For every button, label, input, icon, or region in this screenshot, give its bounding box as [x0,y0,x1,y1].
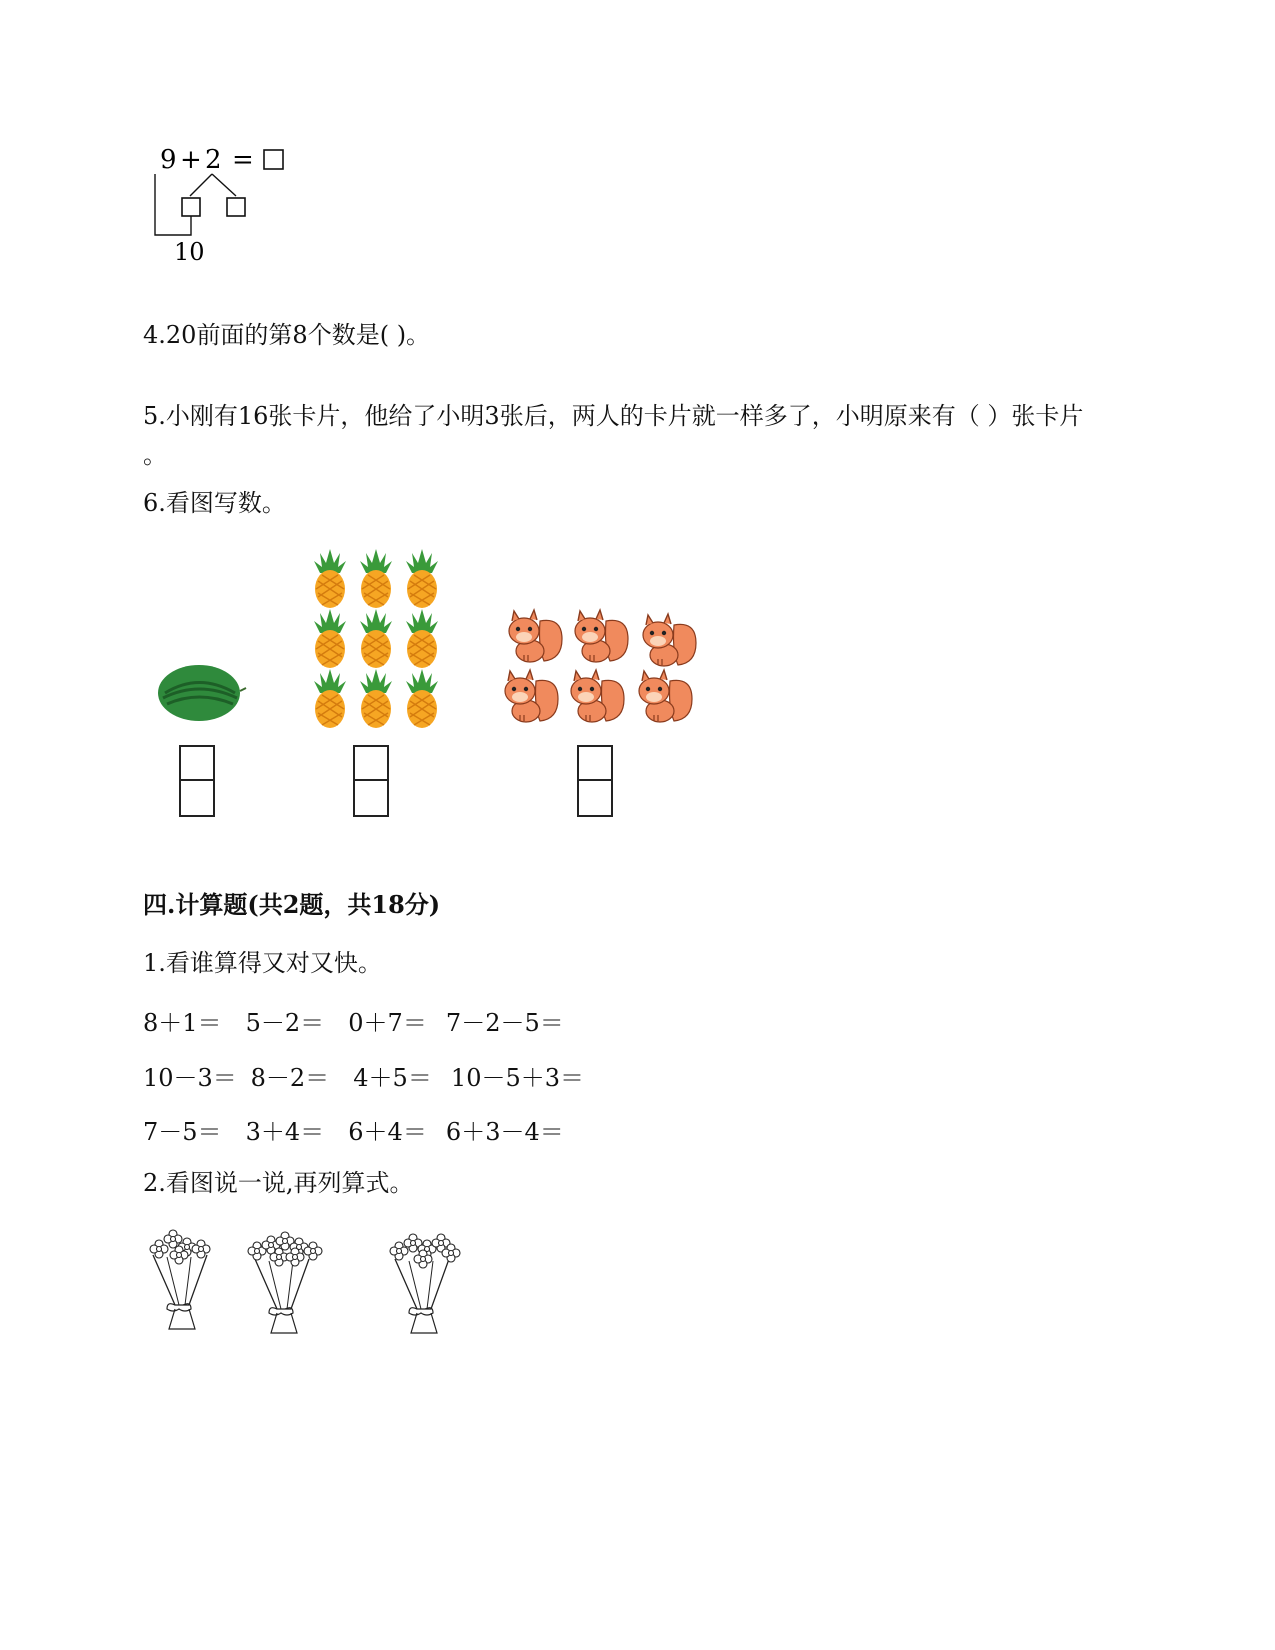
squirrel-group [500,605,700,734]
diagram-ten: 10 [174,238,205,266]
diagram-bracket [155,174,191,235]
pineapple-icon [406,609,438,668]
calc-item: 8＋1＝ [143,1009,222,1037]
pineapple-icon [406,549,438,608]
make-ten-diagram [150,140,310,270]
diagram-right-number: 2 [205,145,222,175]
diagram-equals: = [232,145,254,175]
calc-item: 0＋7＝ [348,1009,427,1037]
bouquet-icon [390,1234,460,1333]
pineapple-icon [314,609,346,668]
squirrel-icon [639,670,692,722]
calc-row-3 [143,1112,564,1147]
calc-item: 10－3＝ [143,1064,237,1092]
pineapple-icon [360,669,392,728]
bouquet-icon [150,1230,210,1329]
calc-row-1 [143,1003,564,1038]
calc-item: 6＋3－4＝ [445,1118,564,1146]
calc-item: 3＋4＝ [245,1118,325,1146]
calc-item: 5－2＝ [245,1009,325,1037]
calc-question-1: 1.看谁算得又对又快。 [143,949,382,977]
calc-item: 4＋5＝ [353,1064,432,1092]
section-4-title: 四.计算题(共2题，共18分) [143,890,441,919]
diagram-split-line-left [190,174,212,196]
calc-item: 7－5＝ [143,1118,222,1146]
squirrel-icon [505,670,558,722]
calc-item: 10－5＋3＝ [450,1064,584,1092]
calc-question-2: 2.看图说一说,再列算式。 [143,1169,414,1197]
calc-item: 8－2＝ [250,1064,330,1092]
pineapple-icon [314,669,346,728]
pineapple-group [308,545,448,734]
calc-row-2 [143,1058,584,1093]
pineapple-icon [360,549,392,608]
watermelon-icon [155,662,247,728]
squirrel-icon [643,614,696,666]
pineapple-icon [314,549,346,608]
squirrel-icon [575,610,628,662]
diagram-left-number: 9 [160,145,177,175]
diagram-part-box-left [182,198,200,216]
question-5-tail: 。 [143,441,167,469]
question-4: 4.20前面的第8个数是( )。 [143,321,431,349]
squirrel-icon [571,670,624,722]
diagram-answer-box [264,150,283,169]
answer-box-pineapple[interactable] [353,745,389,817]
bouquet-icon [248,1232,322,1333]
calc-item: 7－2－5＝ [445,1009,564,1037]
calc-item: 6＋4＝ [348,1118,427,1146]
pineapple-icon [406,669,438,728]
bouquet-group [145,1225,475,1344]
question-6: 6.看图写数。 [143,489,286,517]
answer-box-watermelon[interactable] [179,745,215,817]
pineapple-icon [360,609,392,668]
diagram-plus: + [180,145,202,175]
diagram-part-box-right [227,198,245,216]
diagram-split-line-right [212,174,236,196]
squirrel-icon [509,610,562,662]
question-5: 5.小刚有16张卡片，他给了小明3张后，两人的卡片就一样多了，小明原来有（ ）张卡片 [143,402,1084,430]
answer-box-squirrel[interactable] [577,745,613,817]
